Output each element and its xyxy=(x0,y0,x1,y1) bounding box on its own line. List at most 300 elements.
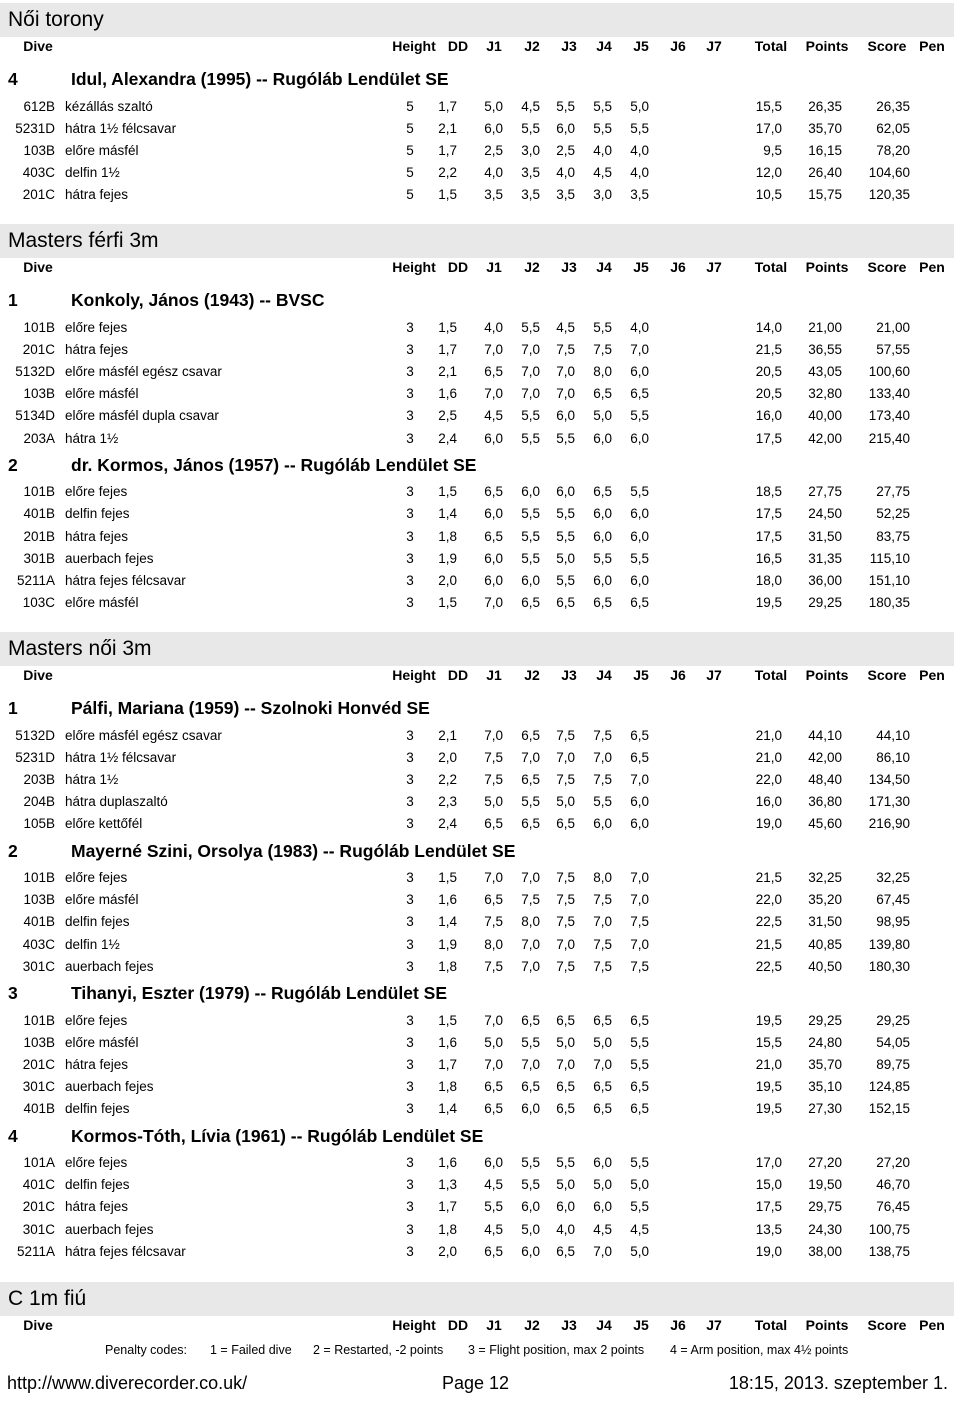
dive-score: 100,75 xyxy=(868,1221,910,1237)
column-header-score: Score xyxy=(867,667,907,683)
dive-j2: 5,5 xyxy=(521,1034,540,1050)
dive-dd: 2,0 xyxy=(438,1243,457,1259)
dive-desc: kézállás szaltó xyxy=(65,98,153,114)
column-header-height: Height xyxy=(392,667,436,683)
dive-score: 133,40 xyxy=(868,386,910,402)
penalty-code-3: 3 = Flight position, max 2 points xyxy=(468,1343,645,1357)
dive-j2: 7,0 xyxy=(521,749,540,765)
dive-height: 5 xyxy=(406,142,414,158)
dive-j4: 5,5 xyxy=(593,120,612,136)
column-header-j4: J4 xyxy=(596,38,612,54)
dive-total: 21,5 xyxy=(755,341,782,357)
dive-j3: 4,0 xyxy=(556,1221,575,1237)
dive-score: 100,60 xyxy=(868,363,910,379)
dive-row xyxy=(0,728,960,750)
column-header-height: Height xyxy=(392,38,436,54)
dive-total: 21,0 xyxy=(755,749,782,765)
dive-row xyxy=(0,870,960,892)
dive-j4: 5,5 xyxy=(593,550,612,566)
dive-points: 32,80 xyxy=(808,386,842,402)
dive-row xyxy=(0,959,960,981)
competitor-rank: 1 xyxy=(8,290,18,310)
column-header-j1: J1 xyxy=(486,38,502,54)
dive-height: 3 xyxy=(406,1056,414,1072)
column-header-j3: J3 xyxy=(561,38,577,54)
dive-j1: 5,0 xyxy=(484,794,503,810)
competitor-heading xyxy=(0,983,960,1009)
dive-score: 89,75 xyxy=(876,1056,910,1072)
dive-j1: 7,0 xyxy=(484,595,503,611)
dive-j1: 5,5 xyxy=(484,1199,503,1215)
dive-desc: előre másfél xyxy=(65,1034,139,1050)
dive-j2: 5,5 xyxy=(521,550,540,566)
competitor-heading xyxy=(0,290,960,316)
footer-datetime: 18:15, 2013. szeptember 1. xyxy=(728,1373,948,1393)
dive-j3: 5,5 xyxy=(556,1155,575,1170)
dive-score: 152,15 xyxy=(868,1101,910,1117)
dive-j1: 7,0 xyxy=(484,341,503,357)
dive-j3: 7,5 xyxy=(556,727,575,743)
dive-j4: 6,5 xyxy=(593,595,612,611)
dive-desc: auerbach fejes xyxy=(65,1221,154,1237)
dive-j1: 5,0 xyxy=(484,1034,503,1050)
dive-desc: előre kettőfél xyxy=(65,816,143,832)
dive-j3: 5,5 xyxy=(556,430,575,446)
column-header-j4: J4 xyxy=(596,667,612,683)
dive-j2: 4,5 xyxy=(521,98,540,114)
dive-j2: 3,5 xyxy=(521,165,540,181)
dive-j4: 7,0 xyxy=(593,914,612,930)
dive-j4: 6,5 xyxy=(593,1012,612,1028)
dive-row xyxy=(0,342,960,364)
dive-dd: 1,4 xyxy=(438,506,457,522)
dive-height: 3 xyxy=(406,936,414,952)
dive-j3: 5,0 xyxy=(556,1034,575,1050)
dive-row xyxy=(0,937,960,959)
dive-j5: 5,0 xyxy=(630,1177,649,1193)
dive-dd: 2,5 xyxy=(438,408,457,424)
dive-height: 3 xyxy=(406,1243,414,1259)
dive-j4: 8,0 xyxy=(593,870,612,885)
dive-j5: 4,0 xyxy=(630,142,649,158)
dive-height: 3 xyxy=(406,958,414,974)
dive-total: 19,0 xyxy=(755,1243,782,1259)
dive-dd: 1,4 xyxy=(438,1101,457,1117)
dive-j4: 6,5 xyxy=(593,1079,612,1095)
dive-j3: 5,5 xyxy=(556,506,575,522)
dive-code: 101B xyxy=(23,484,55,500)
dive-j1: 7,5 xyxy=(484,958,503,974)
dive-total: 15,0 xyxy=(755,1177,782,1193)
dive-j2: 7,0 xyxy=(521,870,540,885)
dive-j4: 7,0 xyxy=(593,1243,612,1259)
dive-code: 101A xyxy=(23,1155,55,1170)
dive-j1: 5,0 xyxy=(484,98,503,114)
dive-j5: 7,5 xyxy=(630,958,649,974)
dive-row xyxy=(0,165,960,187)
dive-total: 13,5 xyxy=(755,1221,782,1237)
dive-j1: 7,0 xyxy=(484,386,503,402)
dive-total: 15,5 xyxy=(755,1034,782,1050)
column-header-j7: J7 xyxy=(706,38,722,54)
dive-points: 29,25 xyxy=(808,595,842,611)
dive-desc: hátra 1½ xyxy=(65,771,119,787)
dive-j1: 6,5 xyxy=(484,528,503,544)
dive-desc: hátra fejes xyxy=(65,341,129,357)
dive-dd: 1,6 xyxy=(438,1155,457,1170)
dive-j5: 6,0 xyxy=(630,794,649,810)
dive-desc: előre másfél egész csavar xyxy=(65,363,222,379)
column-header-j7: J7 xyxy=(706,667,722,683)
dive-j2: 6,0 xyxy=(521,1101,540,1117)
dive-desc: hátra fejes félcsavar xyxy=(65,1243,186,1259)
dive-points: 45,60 xyxy=(808,816,842,832)
dive-desc: delfin fejes xyxy=(65,506,130,522)
dive-total: 9,5 xyxy=(763,142,782,158)
dive-row xyxy=(0,431,960,453)
dive-total: 18,5 xyxy=(755,484,782,500)
dive-height: 3 xyxy=(406,386,414,402)
dive-height: 3 xyxy=(406,749,414,765)
dive-row xyxy=(0,386,960,408)
dive-j3: 4,5 xyxy=(556,319,575,335)
dive-score: 78,20 xyxy=(876,142,910,158)
dive-j3: 6,5 xyxy=(556,1079,575,1095)
dive-j1: 7,0 xyxy=(484,1012,503,1028)
dive-row xyxy=(0,143,960,165)
column-header-j7: J7 xyxy=(706,259,722,275)
dive-points: 48,40 xyxy=(808,771,842,787)
dive-j4: 6,0 xyxy=(593,1199,612,1215)
dive-score: 115,10 xyxy=(869,550,910,566)
dive-j3: 7,0 xyxy=(556,936,575,952)
dive-points: 35,70 xyxy=(808,1056,842,1072)
dive-j3: 7,5 xyxy=(556,771,575,787)
dive-dd: 1,3 xyxy=(438,1177,457,1193)
column-header-points: Points xyxy=(805,259,849,275)
column-header-pen: Pen xyxy=(919,259,945,275)
dive-j1: 6,5 xyxy=(484,816,503,832)
dive-code: 301C xyxy=(22,958,55,974)
dive-j5: 5,5 xyxy=(630,1056,649,1072)
dive-dd: 2,1 xyxy=(438,120,457,136)
dive-dd: 2,1 xyxy=(438,727,457,743)
dive-code: 201C xyxy=(22,1056,55,1072)
dive-row xyxy=(0,1101,960,1123)
dive-j4: 4,5 xyxy=(593,1221,612,1237)
dive-code: 101B xyxy=(23,319,55,335)
dive-j3: 5,5 xyxy=(556,573,575,588)
dive-j4: 7,5 xyxy=(593,936,612,952)
dive-code: 301C xyxy=(22,1079,55,1095)
dive-total: 16,0 xyxy=(755,794,782,810)
dive-total: 17,5 xyxy=(755,1199,782,1215)
dive-total: 19,5 xyxy=(755,595,782,611)
column-header-j1: J1 xyxy=(486,259,502,275)
dive-score: 27,75 xyxy=(876,484,910,500)
dive-score: 139,80 xyxy=(868,936,910,952)
dive-height: 3 xyxy=(406,341,414,357)
dive-dd: 1,8 xyxy=(438,1079,457,1095)
competitor-rank: 2 xyxy=(8,454,18,475)
dive-j3: 6,0 xyxy=(556,408,575,424)
dive-j5: 6,5 xyxy=(630,1101,649,1117)
dive-j1: 8,0 xyxy=(484,936,503,952)
dive-j2: 6,0 xyxy=(521,1243,540,1259)
dive-score: 44,10 xyxy=(876,727,910,743)
dive-total: 21,5 xyxy=(755,870,782,885)
dive-dd: 1,9 xyxy=(438,936,457,952)
dive-row xyxy=(0,595,960,617)
dive-dd: 1,9 xyxy=(438,550,457,566)
dive-row xyxy=(0,1177,960,1199)
dive-dd: 1,6 xyxy=(438,1034,457,1050)
dive-j2: 7,0 xyxy=(521,341,540,357)
dive-dd: 1,7 xyxy=(438,341,457,357)
dive-j4: 7,5 xyxy=(593,727,612,743)
dive-height: 3 xyxy=(406,363,414,379)
column-header-dive: Dive xyxy=(23,259,53,275)
dive-points: 31,50 xyxy=(808,914,842,930)
dive-j1: 6,0 xyxy=(484,1155,503,1170)
dive-points: 27,30 xyxy=(808,1101,842,1117)
dive-code: 103B xyxy=(23,386,55,402)
dive-points: 36,80 xyxy=(808,794,842,810)
dive-height: 3 xyxy=(406,550,414,566)
dive-total: 20,5 xyxy=(755,386,782,402)
dive-j4: 6,0 xyxy=(593,430,612,446)
penalty-codes xyxy=(0,1343,960,1361)
dive-row xyxy=(0,573,960,595)
dive-height: 3 xyxy=(406,727,414,743)
dive-dd: 2,3 xyxy=(438,794,457,810)
dive-height: 5 xyxy=(406,120,414,136)
column-header-points: Points xyxy=(805,667,849,683)
dive-j3: 7,0 xyxy=(556,363,575,379)
competitor-heading xyxy=(0,455,960,481)
dive-row xyxy=(0,914,960,936)
dive-j3: 6,0 xyxy=(556,484,575,500)
dive-points: 21,00 xyxy=(808,319,842,335)
column-header-total: Total xyxy=(754,38,788,54)
dive-row xyxy=(0,551,960,573)
dive-j1: 7,0 xyxy=(484,727,503,743)
dive-j5: 6,0 xyxy=(630,430,649,446)
dive-code: 301B xyxy=(23,550,55,566)
dive-total: 22,5 xyxy=(755,958,782,974)
dive-code: 5211A xyxy=(16,1243,55,1259)
dive-dd: 2,2 xyxy=(438,771,457,787)
dive-j4: 6,0 xyxy=(593,816,612,832)
dive-score: 27,20 xyxy=(876,1155,910,1170)
dive-dd: 1,7 xyxy=(438,1056,457,1072)
dive-points: 35,70 xyxy=(808,120,842,136)
dive-code: 5132D xyxy=(15,727,55,743)
dive-desc: delfin fejes xyxy=(65,1101,130,1117)
dive-height: 3 xyxy=(406,506,414,522)
dive-total: 19,0 xyxy=(755,816,782,832)
dive-points: 15,75 xyxy=(808,187,842,203)
dive-height: 3 xyxy=(406,595,414,611)
dive-dd: 2,0 xyxy=(438,749,457,765)
dive-desc: hátra 1½ félcsavar xyxy=(65,749,177,765)
column-header-j4: J4 xyxy=(596,259,612,275)
column-header-pen: Pen xyxy=(919,1317,945,1333)
dive-j4: 5,0 xyxy=(593,1177,612,1193)
dive-height: 3 xyxy=(406,1155,414,1170)
dive-j5: 6,0 xyxy=(630,528,649,544)
dive-j4: 5,5 xyxy=(593,794,612,810)
dive-height: 3 xyxy=(406,1221,414,1237)
dive-points: 36,00 xyxy=(808,573,842,588)
dive-j2: 6,5 xyxy=(521,1012,540,1028)
dive-code: 103B xyxy=(23,892,55,908)
column-header-row xyxy=(0,1317,960,1339)
dive-score: 54,05 xyxy=(876,1034,910,1050)
dive-desc: előre fejes xyxy=(65,484,128,500)
section-title: Masters férfi 3m xyxy=(0,224,954,258)
dive-j3: 2,5 xyxy=(556,142,575,158)
dive-height: 3 xyxy=(406,528,414,544)
dive-row xyxy=(0,1244,960,1266)
dive-score: 67,45 xyxy=(876,892,910,908)
dive-score: 46,70 xyxy=(876,1177,910,1193)
dive-j5: 6,5 xyxy=(630,1012,649,1028)
dive-j1: 4,5 xyxy=(484,1221,503,1237)
dive-j2: 5,5 xyxy=(521,1155,540,1170)
dive-j2: 3,5 xyxy=(521,187,540,203)
dive-row xyxy=(0,484,960,506)
dive-score: 171,30 xyxy=(868,794,910,810)
dive-j2: 7,5 xyxy=(521,892,540,908)
dive-j1: 3,5 xyxy=(484,187,503,203)
dive-desc: hátra fejes félcsavar xyxy=(65,573,186,588)
dive-j1: 2,5 xyxy=(484,142,503,158)
dive-j4: 7,5 xyxy=(593,892,612,908)
dive-j2: 7,0 xyxy=(521,386,540,402)
dive-total: 17,5 xyxy=(755,506,782,522)
dive-code: 5231D xyxy=(15,120,55,136)
dive-code: 612B xyxy=(23,98,55,114)
dive-height: 5 xyxy=(406,98,414,114)
dive-j5: 5,5 xyxy=(630,550,649,566)
dive-code: 401B xyxy=(23,1101,55,1117)
competitor-heading xyxy=(0,69,960,95)
dive-j2: 6,0 xyxy=(521,1199,540,1215)
column-header-total: Total xyxy=(754,1317,788,1333)
dive-total: 14,0 xyxy=(755,319,782,335)
dive-score: 29,25 xyxy=(876,1012,910,1028)
dive-row xyxy=(0,750,960,772)
dive-row xyxy=(0,1222,960,1244)
dive-j4: 6,0 xyxy=(593,506,612,522)
dive-row xyxy=(0,1155,960,1177)
dive-total: 21,0 xyxy=(755,1056,782,1072)
dive-points: 32,25 xyxy=(808,870,842,885)
dive-dd: 1,7 xyxy=(438,98,457,114)
dive-desc: delfin 1½ xyxy=(65,936,120,952)
dive-desc: auerbach fejes xyxy=(65,1079,154,1095)
dive-j5: 4,0 xyxy=(630,165,649,181)
dive-j3: 3,5 xyxy=(556,187,575,203)
dive-j4: 6,5 xyxy=(593,1101,612,1117)
penalty-code-4: 4 = Arm position, max 4½ points xyxy=(670,1343,849,1357)
dive-code: 103B xyxy=(23,142,55,158)
dive-desc: auerbach fejes xyxy=(65,958,154,974)
dive-desc: előre másfél xyxy=(65,595,139,611)
dive-score: 98,95 xyxy=(876,914,910,930)
dive-desc: hátra fejes xyxy=(65,1056,129,1072)
dive-j4: 6,5 xyxy=(593,386,612,402)
footer-url[interactable]: http://www.diverecorder.co.uk/ xyxy=(7,1373,248,1393)
dive-total: 19,5 xyxy=(755,1101,782,1117)
dive-j2: 5,5 xyxy=(521,408,540,424)
dive-j5: 5,0 xyxy=(630,98,649,114)
dive-code: 5211A xyxy=(16,573,55,588)
column-header-j5: J5 xyxy=(633,667,649,683)
dive-score: 52,25 xyxy=(876,506,910,522)
dive-code: 401B xyxy=(23,914,55,930)
dive-total: 10,5 xyxy=(755,187,782,203)
dive-total: 22,5 xyxy=(755,914,782,930)
dive-height: 3 xyxy=(406,914,414,930)
dive-code: 101B xyxy=(23,870,55,885)
dive-j5: 7,0 xyxy=(630,936,649,952)
dive-desc: előre fejes xyxy=(65,1155,128,1170)
dive-row xyxy=(0,408,960,430)
dive-j1: 6,5 xyxy=(484,1101,503,1117)
competitor-rank: 4 xyxy=(8,69,18,89)
dive-j2: 6,5 xyxy=(521,595,540,611)
dive-height: 3 xyxy=(406,484,414,500)
dive-height: 3 xyxy=(406,794,414,810)
dive-j5: 7,5 xyxy=(630,914,649,930)
dive-height: 3 xyxy=(406,892,414,908)
column-header-pen: Pen xyxy=(919,38,945,54)
dive-j3: 6,5 xyxy=(556,1012,575,1028)
competitor-rank: 3 xyxy=(8,983,18,1003)
dive-desc: delfin fejes xyxy=(65,914,130,930)
dive-j1: 6,0 xyxy=(484,430,503,446)
dive-j3: 6,5 xyxy=(556,816,575,832)
dive-j1: 4,5 xyxy=(484,408,503,424)
dive-score: 32,25 xyxy=(876,870,910,885)
dive-points: 44,10 xyxy=(808,727,842,743)
column-header-j5: J5 xyxy=(633,1317,649,1333)
dive-height: 3 xyxy=(406,1012,414,1028)
dive-row xyxy=(0,892,960,914)
dive-score: 83,75 xyxy=(876,528,910,544)
dive-j5: 6,5 xyxy=(630,386,649,402)
dive-j5: 5,5 xyxy=(630,1155,649,1170)
dive-row xyxy=(0,816,960,838)
dive-total: 19,5 xyxy=(755,1079,782,1095)
dive-height: 5 xyxy=(406,187,414,203)
dive-j2: 6,5 xyxy=(521,727,540,743)
dive-code: 403C xyxy=(22,165,55,181)
dive-score: 26,35 xyxy=(876,98,910,114)
dive-j2: 5,5 xyxy=(521,506,540,522)
dive-height: 3 xyxy=(406,430,414,446)
dive-j1: 7,0 xyxy=(484,1056,503,1072)
dive-code: 5132D xyxy=(15,363,55,379)
dive-desc: előre fejes xyxy=(65,870,128,885)
dive-desc: előre másfél xyxy=(65,142,139,158)
dive-j2: 5,5 xyxy=(521,430,540,446)
dive-score: 21,00 xyxy=(876,319,910,335)
dive-j4: 6,0 xyxy=(593,573,612,588)
dive-j3: 6,5 xyxy=(556,1101,575,1117)
